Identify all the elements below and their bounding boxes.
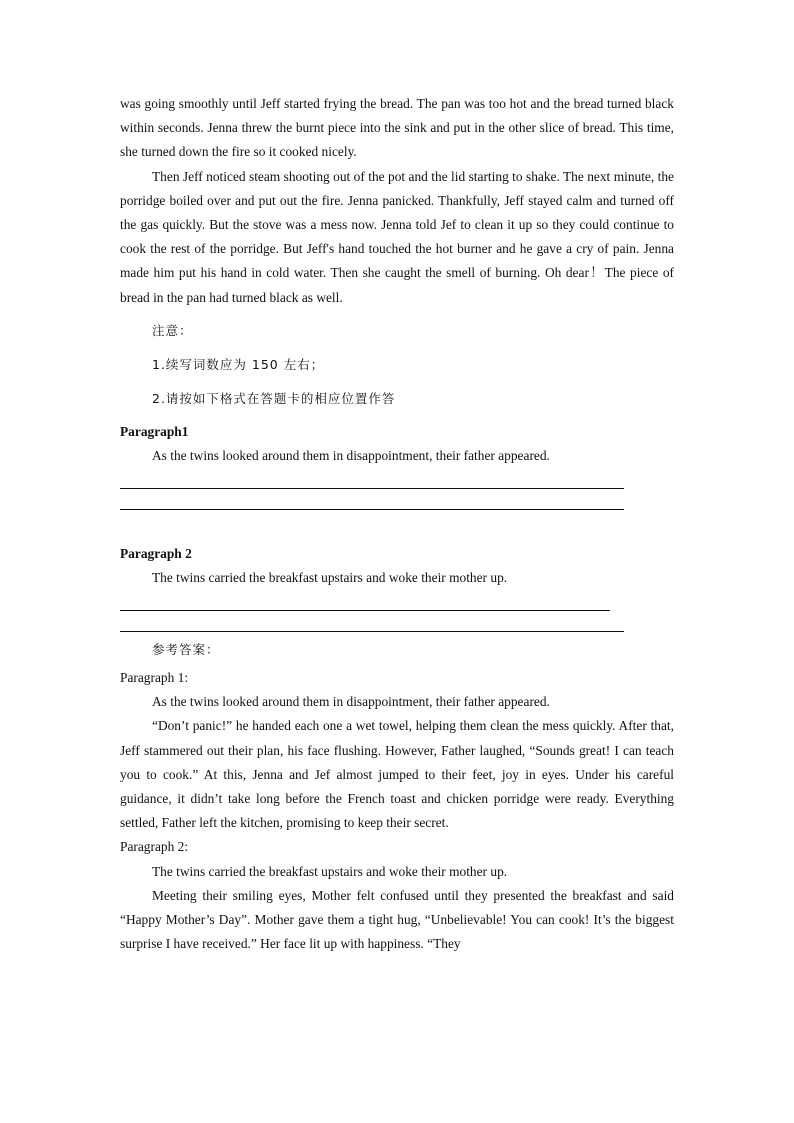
answer-paragraph-2-start: The twins carried the breakfast upstairs and woke their mother up. bbox=[152, 863, 508, 879]
answer-paragraph-2-body: Meeting their smiling eyes, Mother felt confused until they presented the breakfast and said “Happy Mother’s Day”. Mother gave them a tight hug, “Unbelievable! You can cook! It’s the biggest surprise I have received.” Her face lit up with happiness. “They bbox=[120, 887, 674, 952]
document-page bbox=[120, 92, 674, 956]
notes-heading: 注意： bbox=[152, 322, 193, 338]
notes-item-1: 1.续写词数应为 150 左右； bbox=[152, 356, 325, 372]
template-paragraph-1-start: As the twins looked around them in disappointment, their father appeared. bbox=[152, 447, 550, 463]
answer-heading: 参考答案： bbox=[152, 642, 220, 658]
answer-paragraph-1-label: Paragraph 1: bbox=[120, 670, 189, 686]
answer-paragraph-1-start: As the twins looked around them in disappointment, their father appeared. bbox=[152, 694, 550, 710]
story-paragraph-2: Then Jeff noticed steam shooting out of the pot and the lid starting to shake. The next minute, the porridge boiled over and put out the fire. Jenna panicked. Thankfully, Jeff stayed calm and turned off the gas quickly. But the stove was a mess now. Jenna told Jef to clean it up so they could continue to cook the rest of the porridge. But Jeff's hand touched the hot burner and he gave a cry of pain. Jenna made him put his hand in cold water. Then she caught the smell of burning. Oh dear！The piece of bread in the pan had turned black as well. bbox=[120, 168, 674, 305]
story-paragraph-1: was going smoothly until Jeff started frying the bread. The pan was too hot and the bread turned black within seconds. Jenna threw the burnt piece into the sink and put in the other slice of bread. This time, she turned down the fire so it cooked nicely. bbox=[120, 96, 674, 160]
answer-line bbox=[120, 631, 624, 632]
answer-paragraph-1-body: “Don’t panic!” he handed each one a wet towel, helping them clean the mess quickly. After that, Jeff stammered out their plan, his face flushing. However, Father laughed, “Sounds great! I can teach you to cook.” At this, Jenna and Jef almost jumped to their feet, joy in eyes. Under his careful guidance, it didn’t take long before the French toast and chicken porridge were ready. Everything settled, Father left the kitchen, promising to keep their secret. bbox=[120, 718, 674, 831]
answer-paragraph-2-label: Paragraph 2: bbox=[120, 839, 189, 855]
template-paragraph-2-start: The twins carried the breakfast upstairs and woke their mother up. bbox=[152, 570, 508, 586]
template-paragraph-1-heading: Paragraph1 bbox=[120, 423, 189, 439]
template-paragraph-2-heading: Paragraph 2 bbox=[120, 546, 192, 562]
notes-item-2: 2.请按如下格式在答题卡的相应位置作答 bbox=[152, 390, 396, 406]
